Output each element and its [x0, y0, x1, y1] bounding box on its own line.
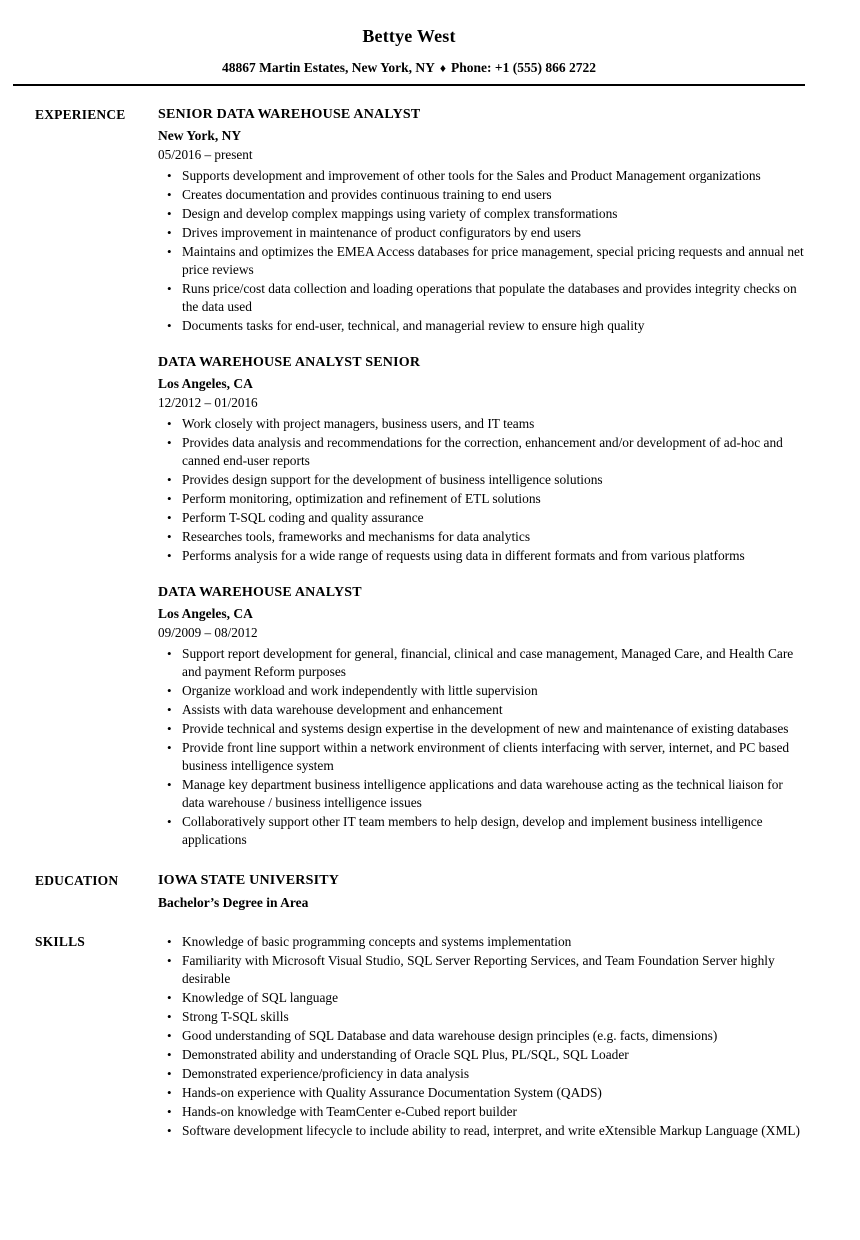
- candidate-name: Bettye West: [362, 26, 456, 46]
- bullet-item: • Collaboratively support other IT team members to help design, develop and implement business intelligence applications: [180, 813, 805, 849]
- job-dates: 12/2012 – 01/2016: [158, 395, 258, 410]
- section-label-experience: EXPERIENCE: [35, 107, 126, 122]
- job-dates: 05/2016 – present: [158, 147, 253, 162]
- job-bullet-list: [158, 645, 805, 849]
- bullet-item: • Demonstrated experience/proficiency in data analysis: [180, 1065, 805, 1083]
- job-title: DATA WAREHOUSE ANALYST SENIOR: [158, 355, 421, 370]
- bullet-item: • Supports development and improvement of other tools for the Sales and Product Management organizations: [180, 167, 805, 185]
- bullet-item: • Work closely with project managers, business users, and IT teams: [180, 415, 805, 433]
- bullet-item: • Perform T-SQL coding and quality assurance: [180, 509, 805, 527]
- contact-line: [13, 59, 805, 77]
- contact-address: 48867 Martin Estates, New York, NY: [222, 60, 435, 75]
- contact-phone: Phone: +1 (555) 866 2722: [451, 60, 596, 75]
- bullet-item: • Provide front line support within a network environment of clients interfacing with server, internet, and PC based business intelligence system: [180, 739, 805, 775]
- bullet-item: • Runs price/cost data collection and loading operations that populate the databases and provides integrity checks on the data used: [180, 280, 805, 316]
- bullet-item: • Drives improvement in maintenance of product configurators by end users: [180, 224, 805, 242]
- experience-section: [13, 106, 805, 850]
- job-entry-3: [158, 584, 805, 849]
- resume-header: [13, 26, 805, 86]
- bullet-item: • Design and develop complex mappings using variety of complex transformations: [180, 205, 805, 223]
- bullet-item: • Hands-on knowledge with TeamCenter e-Cubed report builder: [180, 1103, 805, 1121]
- bullet-item: • Good understanding of SQL Database and data warehouse design principles (e.g. facts, dimensions): [180, 1027, 805, 1045]
- bullet-item: • Provides data analysis and recommendations for the correction, enhancement and/or development of ad-hoc and canned end-user reports: [180, 434, 805, 470]
- skills-list: [158, 933, 805, 1140]
- bullet-item: • Organize workload and work independently with little supervision: [180, 682, 805, 700]
- diamond-icon: ♦: [439, 61, 447, 75]
- job-entry-2: [158, 354, 805, 565]
- bullet-item: • Provide technical and systems design expertise in the development of new and maintenance of existing databases: [180, 720, 805, 738]
- experience-content: [158, 106, 805, 850]
- bullet-item: • Familiarity with Microsoft Visual Studio, SQL Server Reporting Services, and Team Foundation Server highly desirable: [180, 952, 805, 988]
- bullet-item: • Provides design support for the development of business intelligence solutions: [180, 471, 805, 489]
- header-divider: [13, 84, 805, 86]
- degree-name: Bachelor’s Degree in Area: [158, 895, 309, 910]
- bullet-item: • Manage key department business intelligence applications and data warehouse acting as the technical liaison for data warehouse / business intelligence issues: [180, 776, 805, 812]
- bullet-item: • Performs analysis for a wide range of requests using data in different formats and from various platforms: [180, 547, 805, 565]
- bullet-item: • Assists with data warehouse development and enhancement: [180, 701, 805, 719]
- bullet-item: • Knowledge of SQL language: [180, 989, 805, 1007]
- school-name: IOWA STATE UNIVERSITY: [158, 873, 340, 888]
- job-dates: 09/2009 – 08/2012: [158, 625, 258, 640]
- bullet-item: • Software development lifecycle to include ability to read, interpret, and write eXtensible Markup Language (XML): [180, 1122, 805, 1140]
- bullet-item: • Demonstrated ability and understanding of Oracle SQL Plus, PL/SQL, SQL Loader: [180, 1046, 805, 1064]
- job-location: Los Angeles, CA: [158, 376, 253, 391]
- job-title: DATA WAREHOUSE ANALYST: [158, 585, 362, 600]
- bullet-item: • Strong T-SQL skills: [180, 1008, 805, 1026]
- job-bullet-list: [158, 415, 805, 565]
- bullet-item: • Documents tasks for end-user, technical, and managerial review to ensure high quality: [180, 317, 805, 335]
- job-location: New York, NY: [158, 128, 242, 143]
- bullet-item: • Maintains and optimizes the EMEA Access databases for price management, special pricing requests and annual net price reviews: [180, 243, 805, 279]
- job-title: SENIOR DATA WAREHOUSE ANALYST: [158, 107, 421, 122]
- skills-section: [13, 933, 805, 1141]
- education-section: [13, 872, 805, 912]
- skills-content: [158, 933, 805, 1141]
- bullet-item: • Researches tools, frameworks and mechanisms for data analytics: [180, 528, 805, 546]
- bullet-item: • Hands-on experience with Quality Assurance Documentation System (QADS): [180, 1084, 805, 1102]
- section-label-skills: SKILLS: [35, 934, 85, 949]
- section-label-education: EDUCATION: [35, 873, 119, 888]
- job-entry-1: [158, 106, 805, 335]
- bullet-item: • Support report development for general, financial, clinical and case management, Managed Care, and Health Care and payment Reform purposes: [180, 645, 805, 681]
- bullet-item: • Knowledge of basic programming concepts and systems implementation: [180, 933, 805, 951]
- bullet-item: • Creates documentation and provides continuous training to end users: [180, 186, 805, 204]
- job-bullet-list: [158, 167, 805, 335]
- bullet-item: • Perform monitoring, optimization and refinement of ETL solutions: [180, 490, 805, 508]
- education-content: [158, 872, 805, 912]
- job-location: Los Angeles, CA: [158, 606, 253, 621]
